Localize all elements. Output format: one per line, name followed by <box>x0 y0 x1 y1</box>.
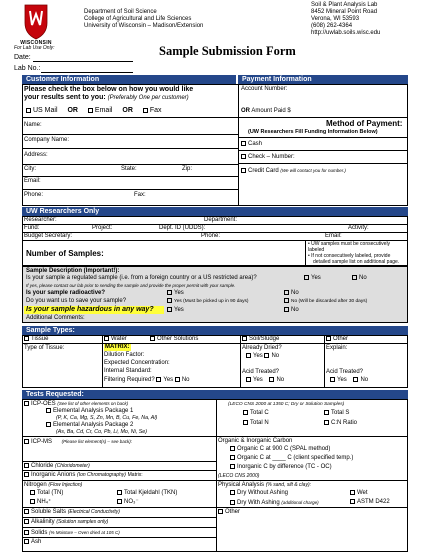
fax-checkbox[interactable]: Fax <box>143 107 162 114</box>
expected-concentration-field[interactable]: Expected Concentration: <box>104 360 170 366</box>
us-mail-checkbox[interactable]: US Mail <box>26 107 58 114</box>
organic-carbon-label: Organic & Inorganic Carbon <box>218 438 293 444</box>
chloride-checkbox[interactable]: Chloride (Chloridometer) <box>24 463 90 470</box>
activity-field[interactable]: Activity: <box>348 225 369 231</box>
solids-checkbox[interactable]: Solids (% Moisture – Oven dried at 105 C) <box>24 529 120 537</box>
package1-elements: (P, K, Ca, Mg, S, Zn, Mn, B, Cu, Fe, Na, Al) <box>56 415 158 421</box>
dried-yes[interactable]: Yes <box>246 353 263 359</box>
address-field[interactable]: Address: <box>24 152 48 158</box>
dried-no[interactable]: No <box>264 353 279 359</box>
hazardous-question: Is your sample hazardous in any way? <box>24 306 164 314</box>
lab-no-label: Lab No.: <box>14 65 41 72</box>
additional-comments[interactable]: Additional Comments: <box>26 315 85 321</box>
icp-ms-checkbox[interactable]: ICP-MS (Please list element(s) – see back): <box>24 438 132 446</box>
regulated-yes[interactable]: Yes <box>304 275 321 282</box>
check-checkbox[interactable]: Check – Number: <box>241 154 295 161</box>
save-no[interactable]: No (Will be discarded after 30 days) <box>284 298 367 305</box>
uw-researchers-bar: UW Researchers Only <box>22 207 408 216</box>
name-field[interactable]: Name: <box>24 122 42 128</box>
tests-requested-bar: Tests Requested: <box>22 390 408 399</box>
physical-analysis-label: Physical Analysis (% sand, silt & clay): <box>218 482 311 488</box>
delivery-instructions: Please check the box below on how you would like your results sent to you: (Preferably One per customer) <box>24 86 194 101</box>
save-yes[interactable]: Yes (Must be picked up in 90 days) <box>167 298 248 305</box>
radioactive-yes[interactable]: Yes <box>167 290 184 297</box>
date-field[interactable] <box>33 61 133 62</box>
leco-note-1: (LECO CNS 2000 at 1350 C; Dry or Solution Samples) <box>228 402 345 407</box>
package2-elements: (As, Ba, Cd, Cr, Co, Pb, Li, Mo, Ni, Se) <box>56 429 147 435</box>
icp-oes-checkbox[interactable]: ICP-OES (See list of other elements on back) <box>24 400 128 408</box>
dept-id-field[interactable]: Dept. ID (UDDS): <box>159 225 206 231</box>
soil-acid-no[interactable]: No <box>269 377 284 383</box>
nitrogen-label: Nitrogen (Flow Injection) <box>24 482 83 488</box>
customer-info-box <box>22 84 408 206</box>
internal-standard-field[interactable]: Internal Standard: <box>104 368 152 374</box>
number-of-samples-label: Number of Samples: <box>26 249 104 258</box>
save-question: Do you want us to save your sample? <box>26 298 127 304</box>
nh4-checkbox[interactable]: NH₄⁺ <box>30 499 51 506</box>
ash-checkbox[interactable]: Ash <box>24 539 41 546</box>
email-field[interactable]: Email: <box>24 178 41 184</box>
department-address: Department of Soil Science College of Agricultural and Life Sciences University of Wisconsin – Madison/Extension <box>84 9 204 29</box>
regulated-question: Is your sample a regulated sample (i.e. from a foreign country or a US restricted area)? <box>26 275 257 281</box>
soil-acid-question: Acid Treated? <box>242 369 280 375</box>
department-field[interactable]: Department: <box>204 217 238 223</box>
project-field[interactable]: Project: <box>92 225 113 231</box>
already-dried-options <box>246 353 279 360</box>
regulated-no[interactable]: No <box>352 275 367 282</box>
total-s-checkbox[interactable]: Total S <box>324 410 349 417</box>
package1-checkbox[interactable]: Elemental Analysis Package 1 <box>46 408 133 415</box>
regulated-note: If yes, please contact our lab prior to sending the sample and provide the proper permit with your sample. <box>26 283 236 288</box>
already-dried-question: Already Dried? <box>242 345 282 351</box>
form-title: Sample Submission Form <box>159 44 296 58</box>
organic-custom-checkbox[interactable]: Organic C at ____ C (client specified temp.) <box>230 455 353 462</box>
amount-paid-field[interactable]: OR Amount Paid $ <box>241 108 291 114</box>
radioactive-question: Is your sample radioactive? <box>26 290 106 296</box>
filtering-yes[interactable]: Yes <box>156 377 173 383</box>
hazardous-yes[interactable]: Yes <box>167 307 184 314</box>
tissue-type-field[interactable]: Type of Tissue: <box>24 345 65 351</box>
phone-field[interactable]: Phone: <box>24 192 44 198</box>
dry-with-ashing-checkbox[interactable]: Dry With Ashing (additional charge) <box>230 499 319 507</box>
filtering-no[interactable]: No <box>175 377 190 383</box>
soil-checkbox[interactable]: Soil/Sludge <box>242 336 279 343</box>
state-field[interactable]: State: <box>121 166 137 172</box>
other-acid-options <box>330 377 368 384</box>
other-type-checkbox[interactable]: Other <box>326 336 348 343</box>
other-solutions-checkbox[interactable]: Other Solutions <box>150 336 198 343</box>
researcher-field[interactable]: Researcher: <box>24 217 57 223</box>
other-test-checkbox[interactable]: Other <box>218 509 240 516</box>
company-field[interactable]: Company Name: <box>24 137 70 143</box>
explain-field[interactable]: Explain: <box>326 345 348 351</box>
wet-checkbox[interactable]: Wet <box>350 490 368 497</box>
university-logo <box>22 3 50 41</box>
filtering-question: Filtering Required? Yes No <box>104 377 190 384</box>
other-acid-yes[interactable]: Yes <box>330 377 347 383</box>
total-tn-checkbox[interactable]: Total (TN) <box>30 490 63 497</box>
kjeldahl-checkbox[interactable]: Total Kjeldahl (TKN) <box>117 490 177 497</box>
soil-acid-options <box>246 377 284 384</box>
uw-email-field[interactable]: Email: <box>325 233 342 239</box>
lab-no-field[interactable] <box>41 72 133 73</box>
customer-info-bar: Customer Information <box>22 75 236 84</box>
inorganic-checkbox[interactable]: Inorganic C by difference (TC - OC) <box>230 464 332 471</box>
date-label: Date: <box>14 54 31 61</box>
hazardous-no[interactable]: No <box>284 307 299 314</box>
uw-phone-field[interactable]: Phone: <box>201 233 221 239</box>
inorganic-anions-checkbox[interactable]: Inorganic Anions (Ion Chromatography) Matrix: <box>24 472 143 479</box>
city-field[interactable]: City: <box>24 166 36 172</box>
budget-secretary-field[interactable]: Budget Secretary: <box>24 233 73 239</box>
email-checkbox[interactable]: Email <box>88 107 113 114</box>
cash-checkbox[interactable]: Cash <box>241 141 262 148</box>
water-checkbox[interactable]: Water <box>104 336 127 343</box>
total-n-checkbox[interactable]: Total N <box>243 420 269 427</box>
payment-info-bar: Payment Information <box>238 75 408 84</box>
fax-field[interactable]: Fax: <box>134 192 146 198</box>
matrix-field[interactable]: MATRIX: <box>105 344 130 350</box>
no3-checkbox[interactable]: NO₃⁻ <box>117 499 139 506</box>
zip-field[interactable]: Zip: <box>182 166 193 172</box>
lab-address: Soil & Plant Analysis Lab 8452 Mineral Point Road Verona, WI 53593 (608) 262-4364 http://uwlab.soils.wisc.edu <box>311 2 381 36</box>
lab-use-only: For Lab Use Only: <box>14 45 55 51</box>
soil-acid-yes[interactable]: Yes <box>246 377 263 383</box>
method-of-payment: Method of Payment: <box>326 119 403 128</box>
fund-field[interactable]: Fund: <box>24 225 40 231</box>
sample-description-title: Sample Description (Important!): <box>26 268 120 274</box>
dry-without-ashing-checkbox[interactable]: Dry Without Ashing <box>230 490 288 497</box>
alkalinity-checkbox[interactable]: Alkalinity (Solution samples only) <box>24 519 108 526</box>
uw-sample-notes: • UW samples must be consecutively labeled • If not consecutively labeled, provide detailed sample list on additional page. <box>308 241 400 265</box>
tissue-checkbox[interactable]: Tissue <box>24 336 48 343</box>
soluble-salts-checkbox[interactable]: Soluble Salts (Electrical Conductivity) <box>24 509 120 516</box>
account-number-field[interactable]: Account Number: <box>241 86 288 92</box>
package2-checkbox[interactable]: Elemental Analysis Package 2 <box>46 422 133 429</box>
dilution-field[interactable]: Dilution Factor: <box>104 352 145 358</box>
organic-900-checkbox[interactable]: Organic C at 900 C (SPAL method) <box>230 446 330 453</box>
total-c-checkbox[interactable]: Total C <box>243 410 269 417</box>
credit-card-checkbox[interactable]: Credit Card (We will contact you for number.) <box>241 167 346 175</box>
astm-checkbox[interactable]: ASTM D422 <box>350 499 390 506</box>
leco-note-2: (LECO CNS 2000) <box>218 473 260 479</box>
delivery-options: US Mail OR Email OR Fax <box>26 107 162 115</box>
logo-text: WISCONSIN <box>20 40 52 46</box>
other-acid-no[interactable]: No <box>353 377 368 383</box>
payment-note: (UW Researchers Fill Funding Information Below) <box>248 129 378 135</box>
radioactive-no[interactable]: No <box>284 290 299 297</box>
sample-types-bar: Sample Types: <box>22 326 408 335</box>
cn-ratio-checkbox[interactable]: C:N Ratio <box>324 420 357 427</box>
other-acid-question: Acid Treated? <box>326 369 364 375</box>
